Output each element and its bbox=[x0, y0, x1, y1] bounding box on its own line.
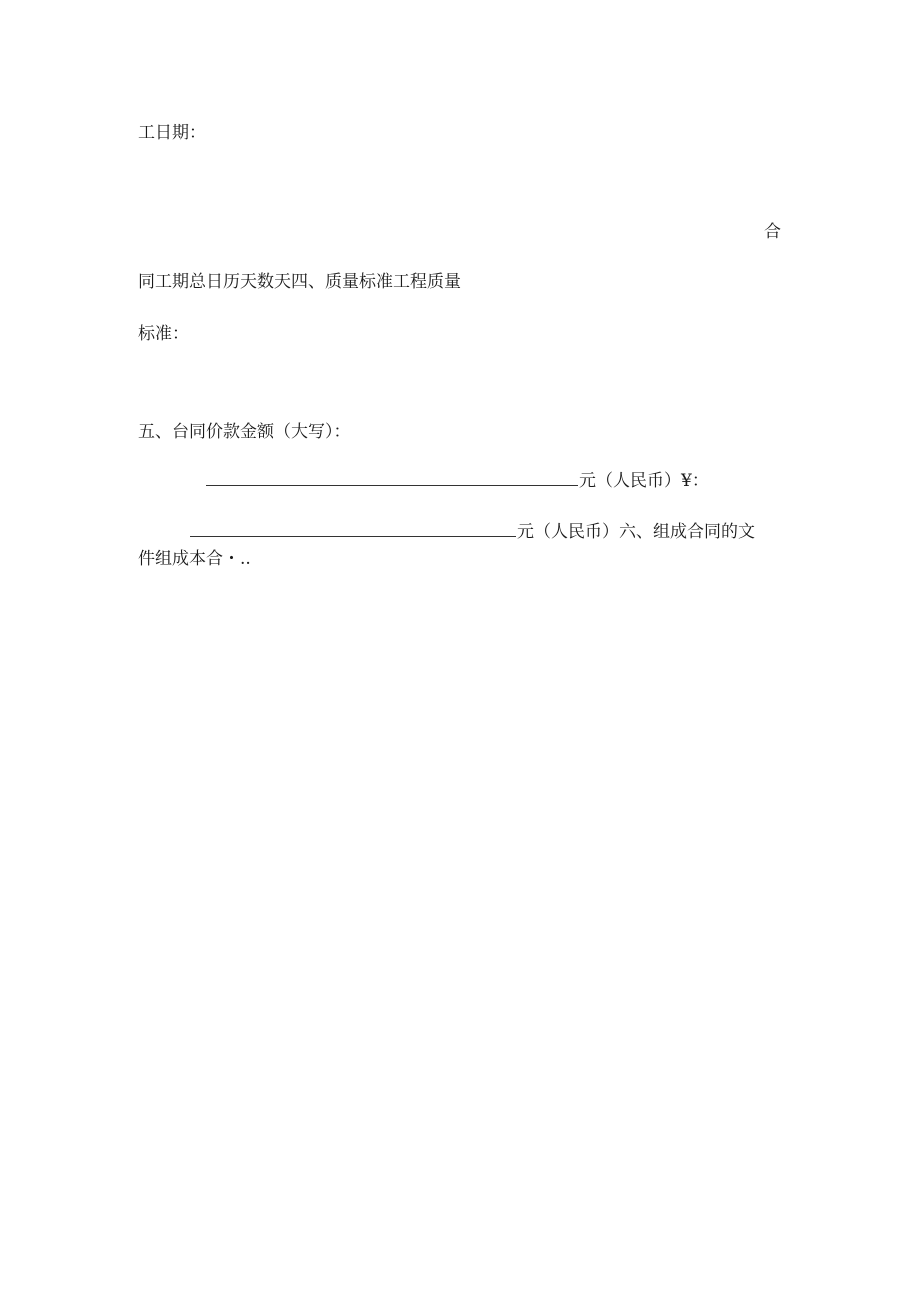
contract-duration-and-quality-line: 同工期总日历天数天四、质量标准工程质量 bbox=[138, 272, 461, 292]
contract-term-fragment: 合 bbox=[764, 222, 781, 242]
price-uppercase-unit: 元（人民币）¥： bbox=[579, 471, 709, 491]
completion-date-label: 工日期： bbox=[138, 123, 206, 143]
price-uppercase-row bbox=[206, 469, 709, 493]
quality-standard-label: 标准： bbox=[138, 324, 189, 344]
price-numeric-blank bbox=[190, 521, 516, 537]
contract-price-heading: 五、台同价款金额（大写）： bbox=[138, 422, 351, 442]
contract-documents-line: 件组成本合・.. bbox=[138, 549, 251, 569]
price-uppercase-blank bbox=[206, 470, 578, 486]
price-numeric-unit-and-section-six: 元（人民币）六、组成合同的文 bbox=[517, 522, 755, 542]
price-numeric-row bbox=[190, 520, 755, 544]
